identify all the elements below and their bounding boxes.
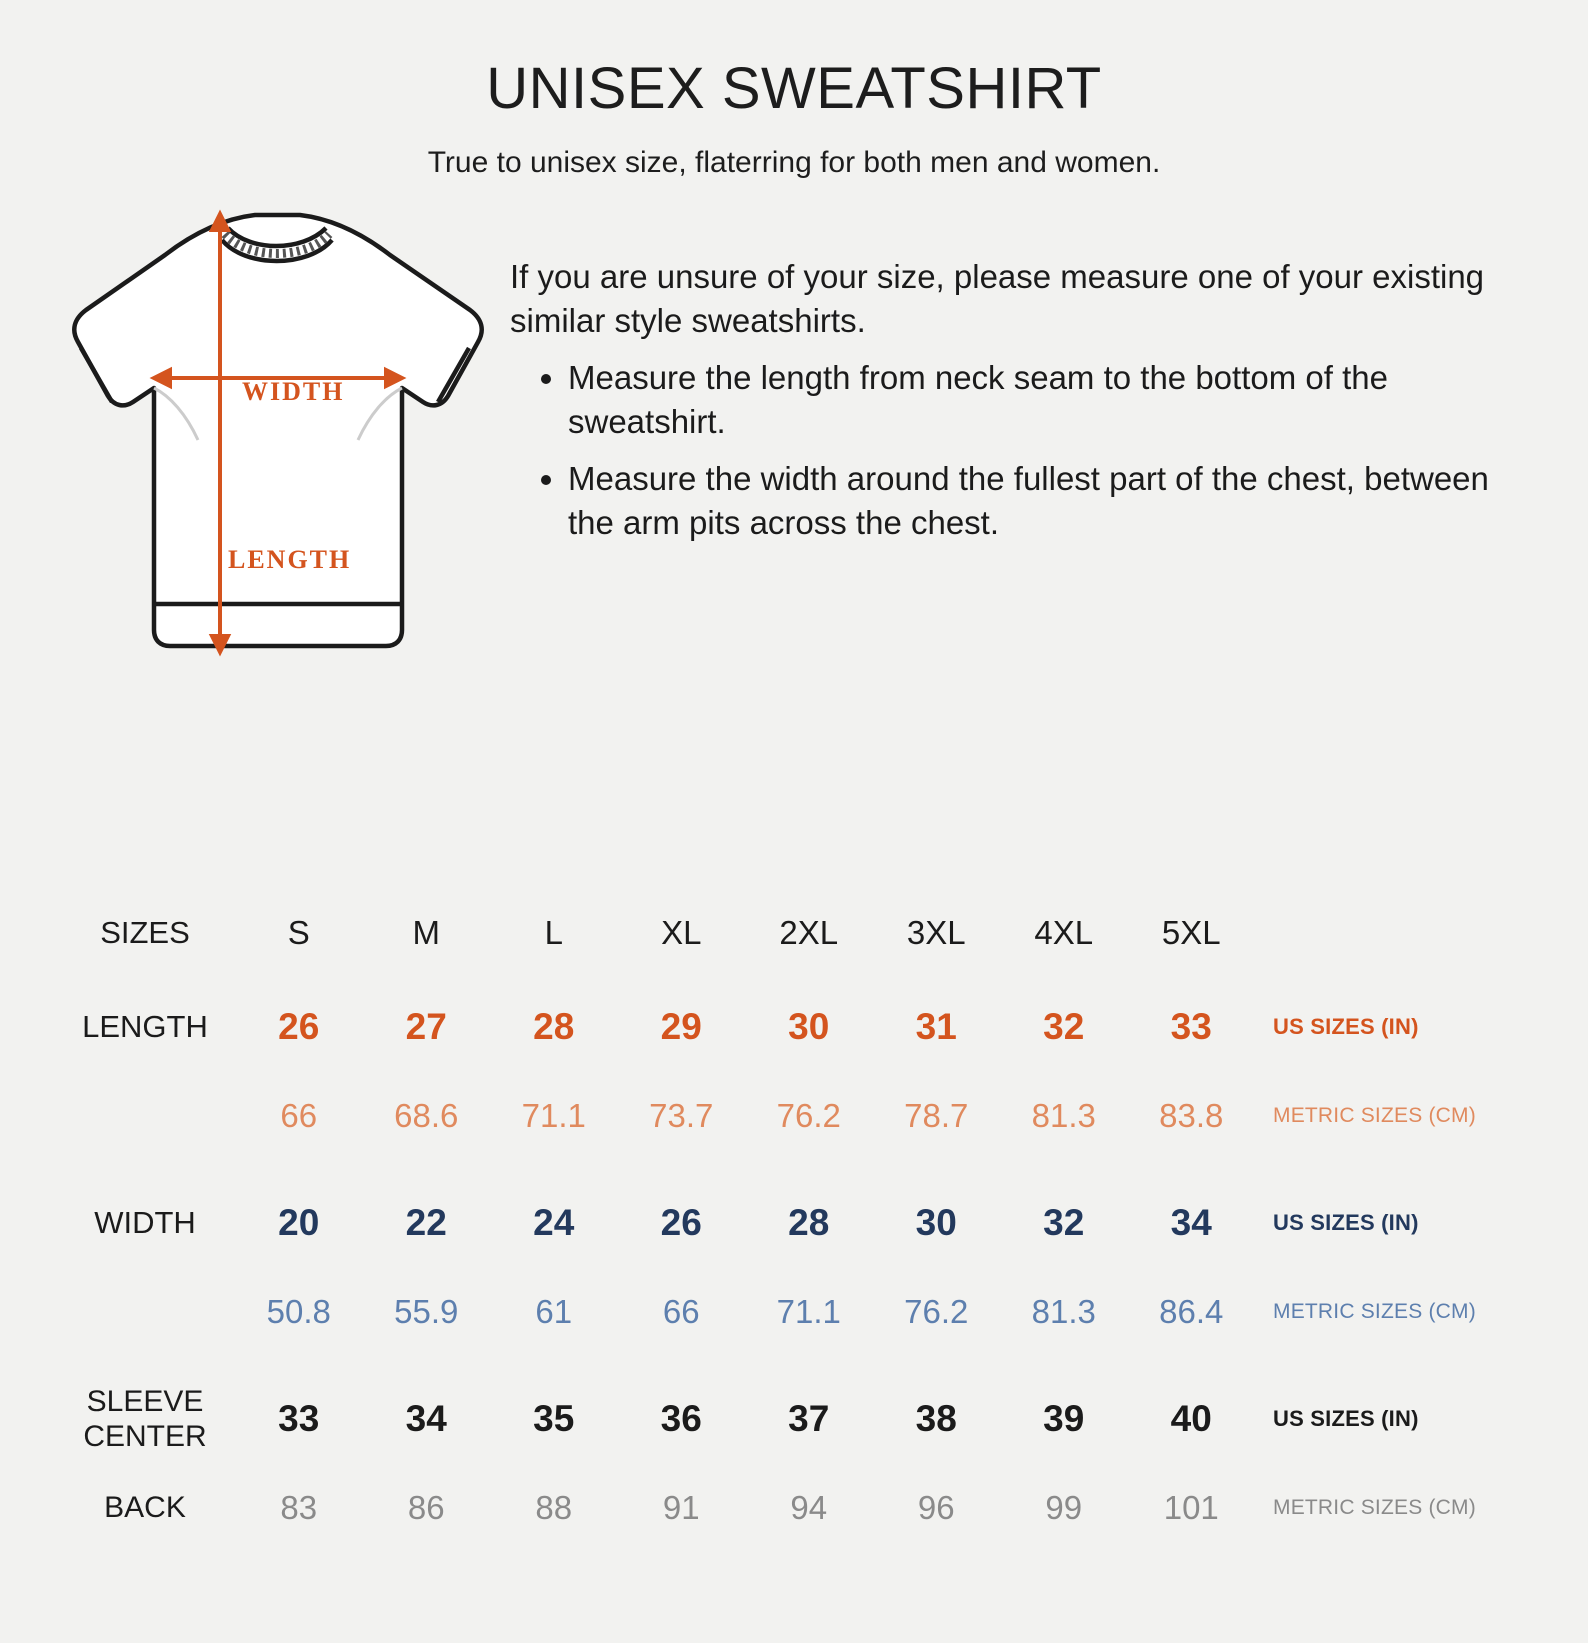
row-label-width-metric-empty xyxy=(55,1269,235,1355)
cell-length-us-s: 26 xyxy=(278,1006,320,1047)
cell-width-cm-xl: 66 xyxy=(662,1293,700,1330)
width-label: WIDTH xyxy=(242,377,345,406)
list-item: • Measure the width around the fullest part of the chest, between the arm pits across the chest. xyxy=(568,457,1528,544)
page-title: UNISEX SWEATSHIRT xyxy=(486,56,1102,121)
cell-length-cm-5xl: 83.8 xyxy=(1159,1097,1224,1134)
row-label-width: WIDTH xyxy=(94,1205,196,1241)
cell-sleeve-cm-3xl: 96 xyxy=(917,1489,955,1526)
page-subtitle: True to unisex size, flaterring for both men and women. xyxy=(427,146,1161,179)
row-label-length-metric-empty xyxy=(55,1073,235,1159)
sweatshirt-illustration xyxy=(0,200,500,725)
cell-width-cm-2xl: 71.1 xyxy=(776,1293,841,1330)
cell-width-us-xl: 26 xyxy=(660,1202,702,1243)
cell-sleeve-cm-2xl: 94 xyxy=(790,1489,828,1526)
instructions-list xyxy=(510,356,1528,544)
sweatshirt-diagram-icon xyxy=(50,200,500,720)
cell-length-cm-2xl: 76.2 xyxy=(776,1097,841,1134)
cell-sleeve-us-2xl: 37 xyxy=(788,1398,830,1439)
size-chart-page xyxy=(0,55,1588,1643)
cell-sleeve-us-m: 34 xyxy=(405,1398,447,1439)
column-header-s: S xyxy=(287,914,310,951)
column-header-l: L xyxy=(544,914,563,951)
cell-length-us-3xl: 31 xyxy=(915,1006,957,1047)
cell-length-us-4xl: 32 xyxy=(1043,1006,1085,1047)
row-label-length: LENGTH xyxy=(82,1009,208,1045)
cell-length-cm-3xl: 78.7 xyxy=(904,1097,969,1134)
cell-length-us-2xl: 30 xyxy=(788,1006,830,1047)
cell-sleeve-us-5xl: 40 xyxy=(1170,1398,1212,1439)
cell-length-us-m: 27 xyxy=(405,1006,447,1047)
row-label-sleeve-line3: BACK xyxy=(104,1491,186,1525)
cell-length-cm-xl: 73.7 xyxy=(649,1097,714,1134)
cell-length-cm-s: 66 xyxy=(280,1097,318,1134)
cell-sleeve-cm-l: 88 xyxy=(535,1489,573,1526)
row-label-sleeve-line1: SLEEVE xyxy=(86,1384,204,1418)
cell-width-cm-4xl: 81.3 xyxy=(1031,1293,1096,1330)
table-row-sizes xyxy=(55,885,1533,981)
cell-width-us-s: 20 xyxy=(278,1202,320,1243)
cell-sleeve-cm-m: 86 xyxy=(407,1489,445,1526)
size-table-section xyxy=(0,885,1588,1551)
row-label-sleeve xyxy=(55,1373,235,1465)
cell-length-cm-4xl: 81.3 xyxy=(1031,1097,1096,1134)
cell-sleeve-us-xl: 36 xyxy=(660,1398,702,1439)
top-section xyxy=(0,200,1588,725)
cell-width-cm-s: 50.8 xyxy=(266,1293,331,1330)
row-label-sizes: SIZES xyxy=(100,915,190,951)
list-item: • Measure the length from neck seam to the bottom of the sweatshirt. xyxy=(568,356,1528,443)
cell-sleeve-cm-xl: 91 xyxy=(662,1489,700,1526)
cell-width-us-l: 24 xyxy=(533,1202,575,1243)
cell-width-us-4xl: 32 xyxy=(1043,1202,1085,1243)
column-header-2xl: 2XL xyxy=(779,914,839,951)
cell-sleeve-cm-4xl: 99 xyxy=(1045,1489,1083,1526)
cell-sleeve-us-s: 33 xyxy=(278,1398,320,1439)
unit-label-sleeve-us: US SIZES (IN) xyxy=(1273,1406,1419,1431)
unit-header-empty xyxy=(1255,885,1533,981)
row-label-sleeve-line2: CENTER xyxy=(83,1420,207,1453)
unit-label-width-us: US SIZES (IN) xyxy=(1273,1210,1419,1235)
column-header-m: M xyxy=(412,914,440,951)
table-row-sleeve-us xyxy=(55,1373,1533,1465)
table-row-sleeve-metric xyxy=(55,1465,1533,1551)
cell-length-cm-l: 71.1 xyxy=(521,1097,586,1134)
unit-label-length-us: US SIZES (IN) xyxy=(1273,1014,1419,1039)
cell-sleeve-us-4xl: 39 xyxy=(1043,1398,1085,1439)
cell-length-us-l: 28 xyxy=(533,1006,575,1047)
table-row-length-us xyxy=(55,981,1533,1073)
cell-sleeve-us-3xl: 38 xyxy=(915,1398,957,1439)
length-label: LENGTH xyxy=(228,545,352,574)
cell-length-cm-m: 68.6 xyxy=(394,1097,459,1134)
cell-sleeve-cm-5xl: 101 xyxy=(1163,1489,1219,1526)
table-row-width-us xyxy=(55,1177,1533,1269)
cell-width-cm-3xl: 76.2 xyxy=(904,1293,969,1330)
cell-width-us-3xl: 30 xyxy=(915,1202,957,1243)
size-table xyxy=(55,885,1533,1551)
spacer xyxy=(55,1355,1533,1373)
cell-length-us-5xl: 33 xyxy=(1170,1006,1212,1047)
instructions-intro: If you are unsure of your size, please measure one of your existing similar style sweatshirts. xyxy=(510,258,1485,339)
table-row-length-metric xyxy=(55,1073,1533,1159)
column-header-4xl: 4XL xyxy=(1034,914,1094,951)
column-header-5xl: 5XL xyxy=(1161,914,1221,951)
cell-width-us-5xl: 34 xyxy=(1170,1202,1212,1243)
column-header-3xl: 3XL xyxy=(906,914,966,951)
cell-sleeve-us-l: 35 xyxy=(533,1398,575,1439)
cell-width-cm-l: 61 xyxy=(535,1293,573,1330)
table-row-width-metric xyxy=(55,1269,1533,1355)
cell-width-cm-m: 55.9 xyxy=(394,1293,459,1330)
cell-sleeve-cm-s: 83 xyxy=(280,1489,318,1526)
cell-width-cm-5xl: 86.4 xyxy=(1159,1293,1224,1330)
cell-length-us-xl: 29 xyxy=(660,1006,702,1047)
cell-width-us-m: 22 xyxy=(405,1202,447,1243)
cell-width-us-2xl: 28 xyxy=(788,1202,830,1243)
unit-label-width-metric: METRIC SIZES (CM) xyxy=(1273,1300,1476,1323)
column-header-xl: XL xyxy=(661,914,702,951)
unit-label-length-metric: METRIC SIZES (CM) xyxy=(1273,1104,1476,1127)
measure-instructions xyxy=(500,200,1588,558)
unit-label-sleeve-metric: METRIC SIZES (CM) xyxy=(1273,1496,1476,1519)
spacer xyxy=(55,1159,1533,1177)
